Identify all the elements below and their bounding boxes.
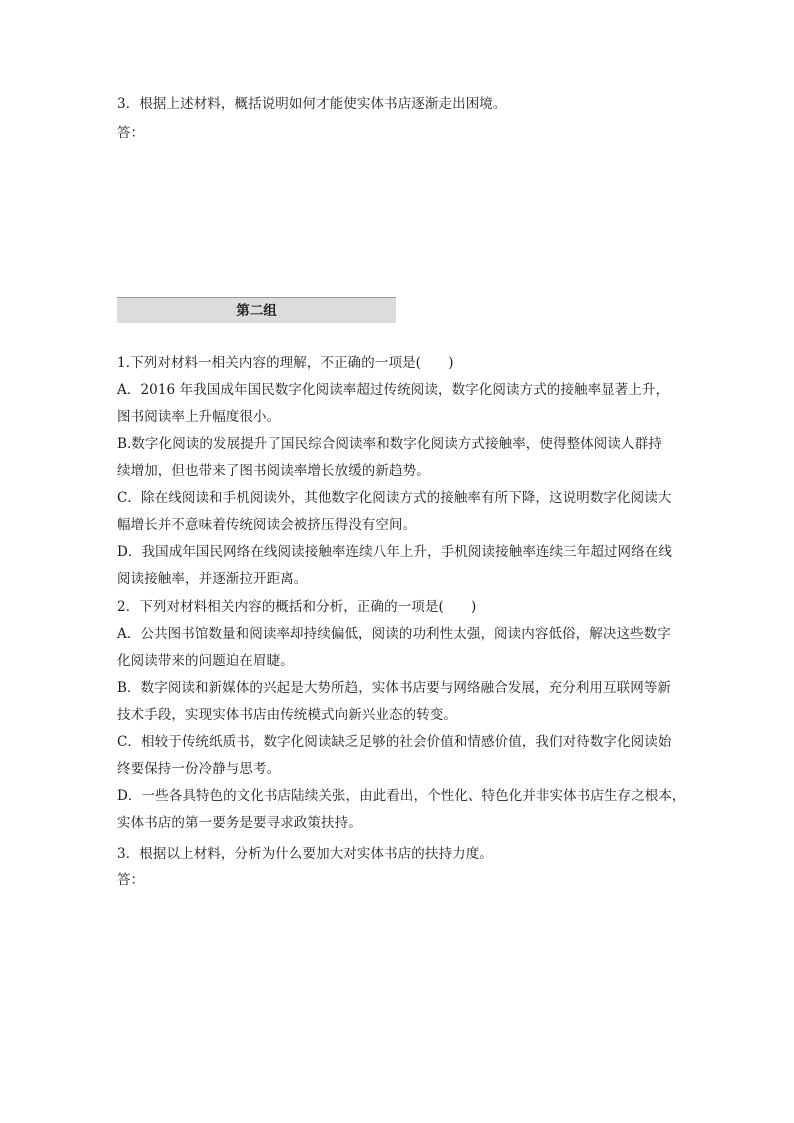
- q1-option-d-line1: D．我国成年国民网络在线阅读接触率连续八年上升，手机阅读接触率连续三年超过网络在线: [117, 544, 672, 560]
- q1-option-b-line2: 续增加，但也带来了图书阅读率增长放缓的新趋势。: [117, 463, 430, 479]
- q2-option-b-line1: B．数字阅读和新媒体的兴起是大势所趋，实体书店要与网络融合发展，充分利用互联网等新: [117, 680, 672, 696]
- q1-option-a-line1: A．2016 年我国成年国民数字化阅读率超过传统阅读，数字化阅读方式的接触率显著上升，: [117, 382, 670, 398]
- q2-option-c-line2: 终要保持一份冷静与思考。: [117, 761, 281, 777]
- q1-option-c-line1: C．除在线阅读和手机阅读外，其他数字化阅读方式的接触率有所下降，这说明数字化阅读大: [117, 490, 672, 506]
- q1-option-a-line2: 图书阅读率上升幅度很小。: [117, 409, 281, 425]
- q2-option-b-line2: 技术手段，实现实体书店由传统模式向新兴业态的转变。: [117, 707, 457, 723]
- question-1-stem: 1.下列对材料一相关内容的理解，不正确的一项是( ): [117, 355, 454, 371]
- answer-label-group2: 答：: [117, 872, 145, 888]
- section-title: 第二组: [236, 303, 277, 319]
- q2-option-d-line1: D．一些各具特色的文化书店陆续关张，由此看出，个性化、特色化并非实体书店生存之根本，: [117, 788, 686, 804]
- answer-label-group1: 答：: [117, 125, 145, 141]
- question-2-stem: 2．下列对材料相关内容的概括和分析，正确的一项是( ): [117, 599, 477, 615]
- q1-option-b-line1: B.数字化阅读的发展提升了国民综合阅读率和数字化阅读方式接触率，使得整体阅读人群持: [117, 436, 662, 452]
- question-3-group1: 3．根据上述材料，概括说明如何才能使实体书店逐渐走出困境。: [117, 96, 507, 112]
- q2-option-c-line1: C．相较于传统纸质书，数字化阅读缺乏足够的社会价值和情感价值，我们对待数字化阅读始: [117, 734, 672, 750]
- section-header-group2: [117, 297, 396, 323]
- q2-option-a-line1: A．公共图书馆数量和阅读率却持续偏低，阅读的功利性太强，阅读内容低俗，解决这些数字: [117, 626, 671, 642]
- q2-option-d-line2: 实体书店的第一要务是要寻求政策扶持。: [117, 815, 362, 831]
- q1-option-d-line2: 阅读接触率，并逐渐拉开距离。: [117, 571, 308, 587]
- q1-option-c-line2: 幅增长并不意味着传统阅读会被挤压得没有空间。: [117, 517, 417, 533]
- question-3-group2: 3．根据以上材料，分析为什么要加大对实体书店的扶持力度。: [117, 846, 493, 862]
- q2-option-a-line2: 化阅读带来的问题迫在眉睫。: [117, 653, 294, 669]
